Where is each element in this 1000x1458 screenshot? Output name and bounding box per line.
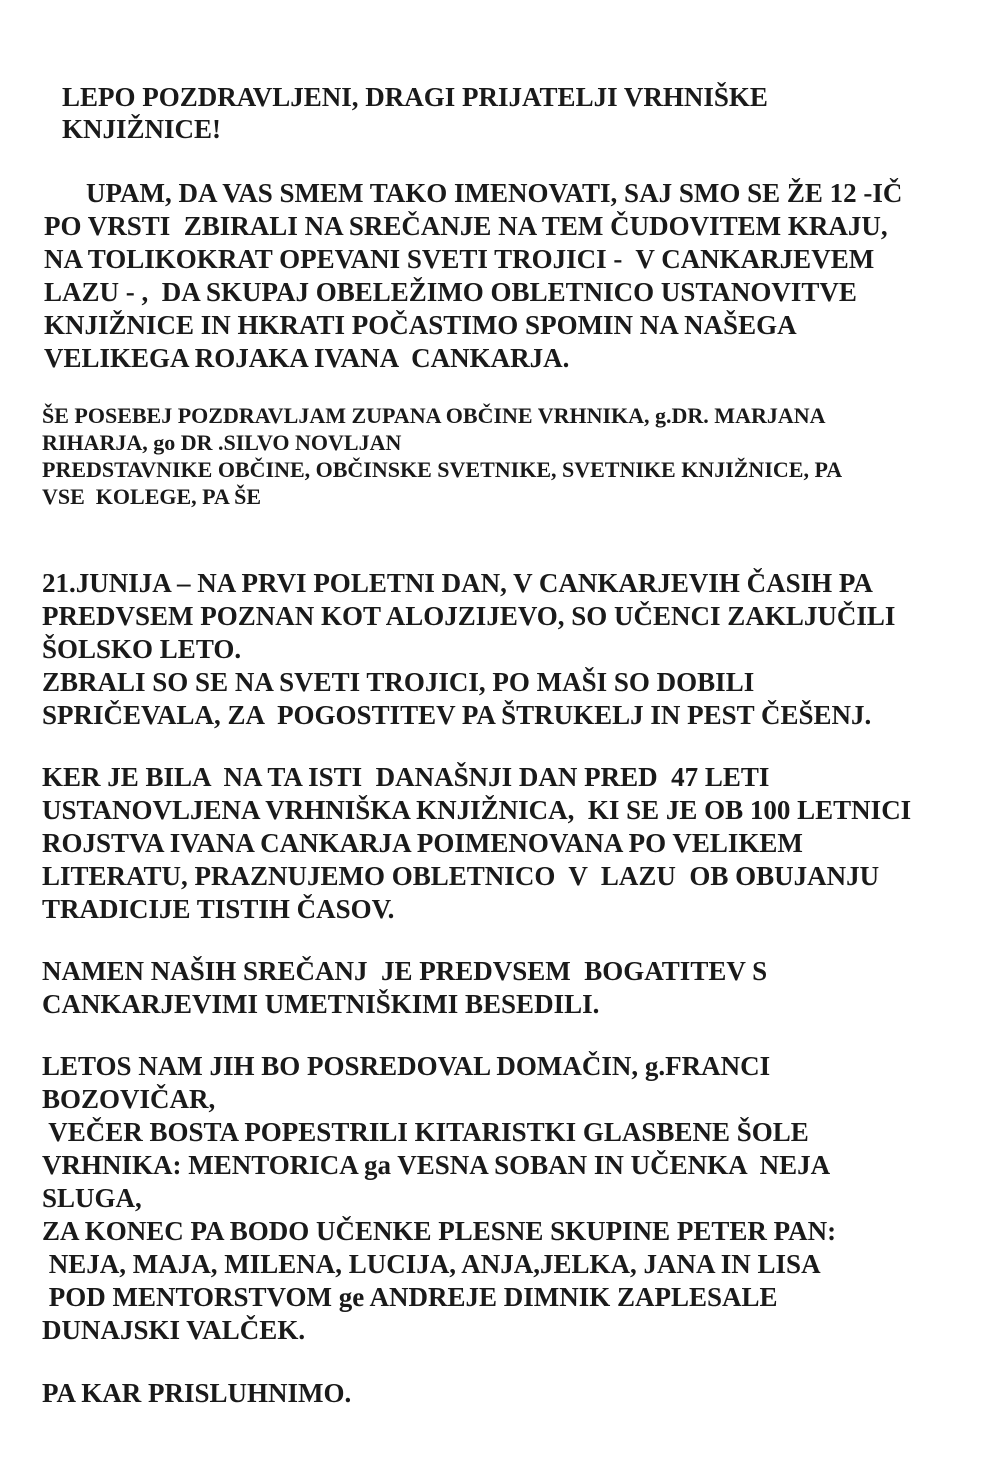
program-line-3: VEČER BOSTA POPESTRILI KITARISTKI GLASBENE ŠOLE xyxy=(42,1117,809,1147)
june-line-3: ŠOLSKO LETO. xyxy=(42,634,242,664)
program-line-5: SLUGA, xyxy=(42,1183,142,1213)
june-line-4: ZBRALI SO SE NA SVETI TROJICI, PO MAŠI SO DOBILI xyxy=(42,667,755,697)
intro-line-3: NA TOLIKOKRAT OPEVANI SVETI TROJICI - V CANKARJEVEM xyxy=(44,244,875,274)
special-greeting-line-4: VSE KOLEGE, PA ŠE xyxy=(42,484,262,509)
june-line-1: 21.JUNIJA – NA PRVI POLETNI DAN, V CANKARJEVIH ČASIH PA xyxy=(42,568,873,598)
program-line-9: DUNAJSKI VALČEK. xyxy=(42,1315,306,1345)
program-line-1: LETOS NAM JIH BO POSREDOVAL DOMAČIN, g.FRANCI xyxy=(42,1051,771,1081)
greeting-line-1: LEPO POZDRAVLJENI, DRAGI PRIJATELJI VRHNIŠKE xyxy=(62,82,768,112)
founding-line-1: KER JE BILA NA TA ISTI DANAŠNJI DAN PRED 47 LETI xyxy=(42,762,770,792)
intro-line-2: PO VRSTI ZBIRALI NA SREČANJE NA TEM ČUDOVITEM KRAJU, xyxy=(44,211,888,241)
intro-line-1: UPAM, DA VAS SMEM TAKO IMENOVATI, SAJ SMO SE ŽE 12 -IČ xyxy=(86,178,903,208)
program-line-4: VRHNIKA: MENTORICA ga VESNA SOBAN IN UČENKA NEJA xyxy=(42,1150,831,1180)
purpose-line-2: CANKARJEVIMI UMETNIŠKIMI BESEDILI. xyxy=(42,989,600,1019)
closing-line: PA KAR PRISLUHNIMO. xyxy=(42,1378,352,1408)
program-line-7: NEJA, MAJA, MILENA, LUCIJA, ANJA,JELKA, JANA IN LISA xyxy=(42,1249,821,1279)
founding-line-4: LITERATU, PRAZNUJEMO OBLETNICO V LAZU OB OBUJANJU xyxy=(42,861,880,891)
june-line-2: PREDVSEM POZNAN KOT ALOJZIJEVO, SO UČENCI ZAKLJUČILI xyxy=(42,601,896,631)
intro-line-6: VELIKEGA ROJAKA IVANA CANKARJA. xyxy=(44,343,570,373)
june-line-5: SPRIČEVALA, ZA POGOSTITEV PA ŠTRUKELJ IN PEST ČEŠENJ. xyxy=(42,700,872,730)
founding-line-5: TRADICIJE TISTIH ČASOV. xyxy=(42,894,395,924)
program-line-6: ZA KONEC PA BODO UČENKE PLESNE SKUPINE PETER PAN: xyxy=(42,1216,837,1246)
intro-line-4: LAZU - , DA SKUPAJ OBELEŽIMO OBLETNICO USTANOVITVE xyxy=(44,277,857,307)
special-greeting-line-1: ŠE POSEBEJ POZDRAVLJAM ZUPANA OBČINE VRHNIKA, g.DR. MARJANA xyxy=(42,403,826,428)
special-greeting-line-2: RIHARJA, go DR .SILVO NOVLJAN xyxy=(42,430,402,455)
founding-line-2: USTANOVLJENA VRHNIŠKA KNJIŽNICA, KI SE JE OB 100 LETNICI xyxy=(42,795,912,825)
program-line-8: POD MENTORSTVOM ge ANDREJE DIMNIK ZAPLESALE xyxy=(42,1282,778,1312)
founding-line-3: ROJSTVA IVANA CANKARJA POIMENOVANA PO VELIKEM xyxy=(42,828,803,858)
program-line-2: BOZOVIČAR, xyxy=(42,1084,216,1114)
intro-line-5: KNJIŽNICE IN HKRATI POČASTIMO SPOMIN NA NAŠEGA xyxy=(44,310,797,340)
special-greeting-line-3: PREDSTAVNIKE OBČINE, OBČINSKE SVETNIKE, SVETNIKE KNJIŽNICE, PA xyxy=(42,457,843,482)
purpose-line-1: NAMEN NAŠIH SREČANJ JE PREDVSEM BOGATITEV S xyxy=(42,956,768,986)
greeting-line-2: KNJIŽNICE! xyxy=(62,114,222,144)
